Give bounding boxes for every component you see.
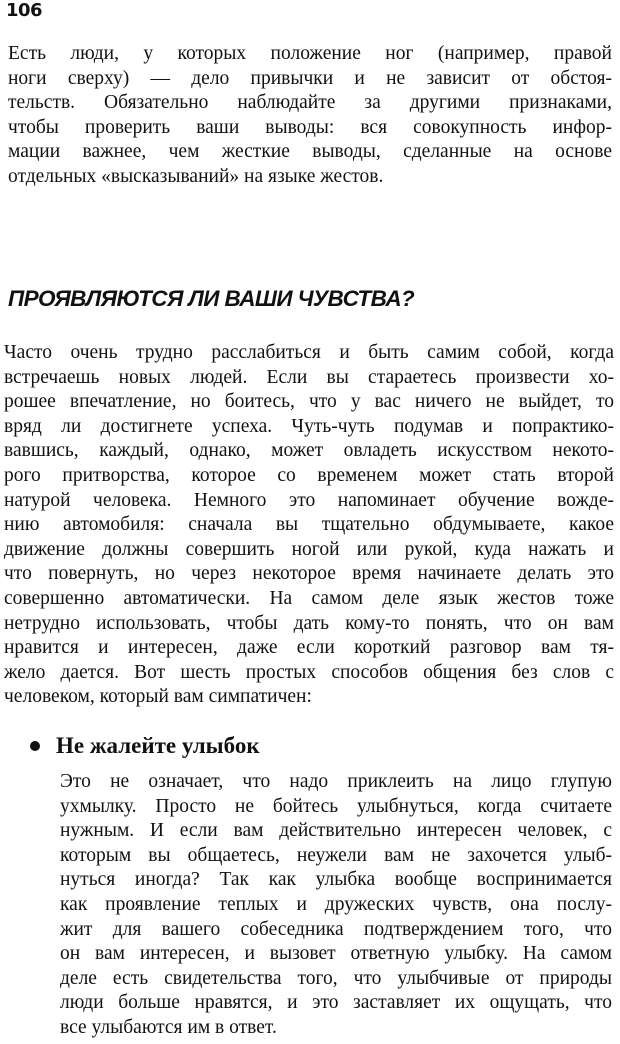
text-line: нетрудно использовать, чтобы дать кому-то понять, что он вам — [4, 612, 614, 634]
text-line: человеком, который вам симпатичен: — [4, 686, 312, 708]
text-line: он вам интересен, и вызовет ответную улыбку. На самом — [60, 943, 612, 965]
text-line: ноги сверху) — дело привычки и не зависит от обстоя- — [8, 67, 612, 89]
bullet-dot-icon — [30, 741, 40, 751]
text-line: вряд ли достигнете успеха. Чуть-чуть подумав и попрактико- — [4, 415, 614, 437]
text-line: нужным. И если вам действительно интересен человек, с — [60, 820, 612, 842]
text-line: что повернуть, но через некоторое время начинаете делать это — [4, 563, 614, 585]
text-line: жело дается. Вот шесть простых способов общения без слов с — [4, 661, 614, 683]
bullet-paragraph — [60, 770, 612, 1041]
text-line: рошее впечатление, но боитесь, что у вас ничего не выйдет, то — [4, 391, 614, 413]
text-line: которым вы общаетесь, неужели вам не захочется улыб- — [60, 844, 612, 866]
text-line: Есть люди, у которых положение ног (например, правой — [8, 43, 612, 64]
bullet-title: Не жалейте улыбок — [56, 733, 260, 758]
text-line: нуться иногда? Так как улыбка вообще воспринимается — [60, 869, 612, 891]
text-line: движение должны совершить ногой или рукой, куда нажать и — [4, 538, 614, 560]
text-line: Часто очень трудно расслабиться и быть самим собой, когда — [4, 342, 614, 363]
text-line: мации важнее, чем жесткие выводы, сделанные на основе — [8, 141, 612, 163]
text-line: как проявление теплых и дружеских чувств, она послу- — [60, 893, 612, 915]
text-line: отдельных «высказываний» на языке жестов. — [8, 165, 384, 187]
text-line: нравится и интересен, даже если короткий разговор вам тя- — [4, 637, 614, 659]
text-line: рого притворства, которое со временем может стать второй — [4, 464, 614, 486]
text-line: натурой человека. Немного это напоминает обучение вожде- — [4, 489, 614, 511]
text-line: вавшись, каждый, однако, может овладеть искусством некото- — [4, 440, 614, 462]
text-line: жит для вашего собеседника подтверждением того, что — [60, 918, 612, 940]
intro-paragraph — [8, 42, 612, 190]
section-heading: ПРОЯВЛЯЮТСЯ ЛИ ВАШИ ЧУВСТВА? — [8, 286, 415, 311]
text-line: деле есть свидетельства того, что улыбчивые от природы — [60, 967, 612, 989]
page-number: 106 — [6, 0, 43, 21]
text-line: все улыбаются им в ответ. — [60, 1016, 277, 1038]
text-line: ухмылку. Просто не бойтесь улыбнуться, когда считаете — [60, 795, 612, 817]
text-line: люди больше нравятся, и это заставляет их ощущать, что — [60, 992, 612, 1014]
text-line: тельств. Обязательно наблюдайте за другими признаками, — [8, 92, 612, 114]
text-line: встречаешь новых людей. Если вы стараетесь произвести хо- — [4, 366, 614, 388]
text-line: чтобы проверить ваши выводы: вся совокупность инфор- — [8, 116, 612, 138]
text-line: совершенно автоматически. На самом деле язык жестов тоже — [4, 587, 614, 609]
section-paragraph — [4, 341, 614, 710]
text-line: нию автомобиля: сначала вы тщательно обдумываете, какое — [4, 514, 614, 536]
text-line: Это не означает, что надо приклеить на лицо глупую — [60, 771, 612, 792]
bullet-heading — [30, 733, 260, 759]
